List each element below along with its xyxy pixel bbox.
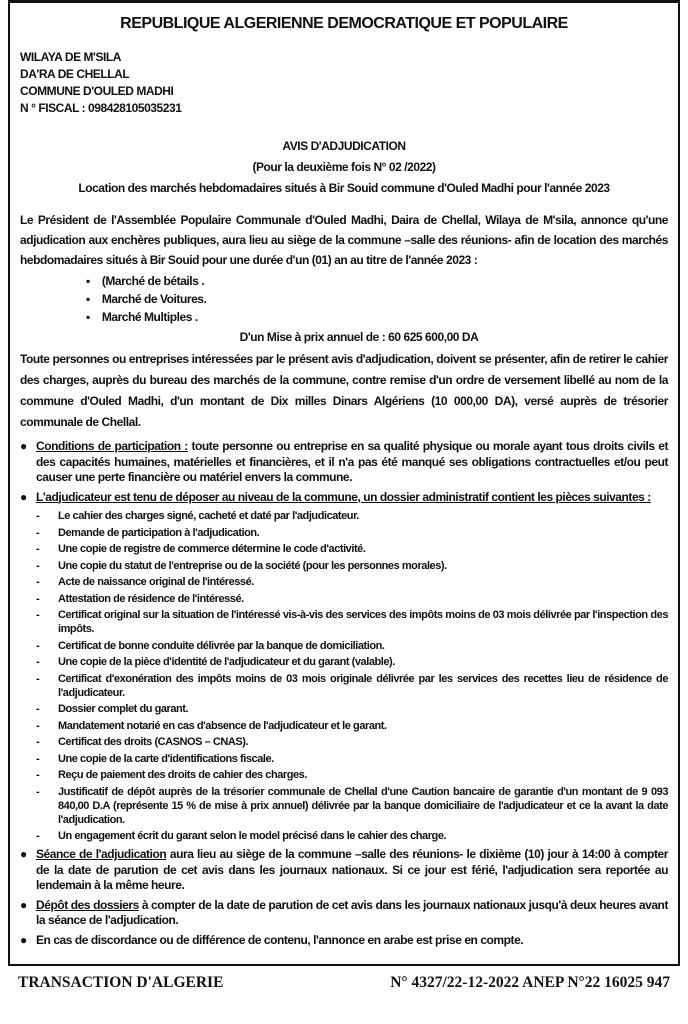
bullet-icon: ● (20, 932, 27, 947)
list-item: - Le cahier des charges signé, cacheté et daté par l'adjudicateur. (36, 509, 668, 523)
footer-reference: N° 4327/22-12-2022 ANEP N°22 16025 947 (390, 974, 670, 991)
list-item: - Dossier complet du garant. (36, 702, 668, 716)
participation-conditions (20, 439, 668, 486)
list-item: - Attestation de résidence de l'intéressé. (36, 592, 668, 606)
discordance-text: En cas de discordance ou de différence de contenu, l'annonce en arabe est prise en compte. (36, 932, 524, 947)
list-item: - Reçu de paiement des droits de cahier des charges. (36, 768, 668, 782)
seance-item (20, 847, 668, 894)
notice-border (8, 0, 680, 966)
notice-subheading: (Pour la deuxième fois N° 02 /2022) (252, 160, 436, 174)
bullet-icon: ● (20, 847, 27, 861)
commune: COMMUNE D'OULED MADHI (20, 84, 174, 98)
notice-object: Location des marchés hebdomadaires situés à Bir Souid commune d'Ouled Madhi pour l'année 2023 (78, 181, 610, 195)
discordance-item (20, 933, 668, 949)
participation-text: toute personne ou entreprise en sa qualité physique ou morale ayant tous droits civils et des capacités humaines, matérielles et financières, et il n'a pas été manqué ses obligations contractuelles et/ou peut causer une perte financière ou matériel envers la commune. (36, 439, 668, 484)
mise-a-prix: D'un Mise à prix annuel de : 60 625 600,00 DA (239, 330, 479, 344)
list-item: - Justificatif de dépôt auprès de la trésorier communale de Chellal d'une Caution bancaire de garantie d'un montant de 9 093 840,00 D.A (représente 15 % de mise à prix annuel) délivrée par la banque domiciliaire de l'adjudicateur et ce la avant la date l'adjudication. (36, 785, 668, 827)
bullet-icon: ● (20, 489, 27, 504)
daira: DA'RA DE CHELLAL (20, 67, 130, 81)
document-title: REPUBLIQUE ALGERIENNE DEMOCRATIQUE ET POPULAIRE (120, 15, 568, 32)
depot-item (20, 898, 668, 929)
wilaya: WILAYA DE M'SILA (20, 50, 121, 64)
list-item: ▪ Marché de Voitures. (86, 290, 668, 308)
issuer-block (20, 49, 668, 117)
list-item: - Certificat de bonne conduite délivrée par la banque de domiciliation. (36, 639, 668, 653)
list-item: - Une copie de la pièce d'identité de l'adjudicateur et du garant (valable). (36, 655, 668, 669)
list-item: - Un engagement écrit du garant selon le model précisé dans le cahier des charge. (36, 829, 668, 843)
dossier-heading: L'adjudicateur est tenu de déposer au niveau de la commune, un dossier administratif contient les pièces suivantes : (36, 489, 651, 504)
intro-paragraph: Le Président de l'Assemblée Populaire Communale d'Ouled Madhi, Daira de Chellal, Wilaya de M'sila, annonce qu'une adjudication aux enchères publiques, aura lieu au siège de la commune –salle des réunions- afin de location des marchés hebdomadaires situés à Bir Souid pour une durée d'un (01) an au titre de l'année 2023 : (20, 213, 668, 267)
fiscal-number: N ° FISCAL : 098428105035231 (20, 101, 182, 115)
bullet-icon: ● (20, 897, 27, 912)
list-item: ▪ (Marché de bétails . (86, 272, 668, 290)
markets-list (86, 272, 668, 326)
list-item: - Certificat original sur la situation de l'intéressé vis-à-vis des services des impôts moins de 03 mois délivrée par l'inspection des impôts. (36, 608, 668, 636)
list-item: - Certificat d'exonération des impôts moins de 03 mois originale délivrée par les services des recettes lieu de résidence de l'adjudicateur. (36, 672, 668, 700)
list-item: - Certificat des droits (CASNOS – CNAS). (36, 735, 668, 749)
dossier-items-list (36, 509, 668, 843)
list-item: - Une copie du statut de l'entreprise ou de la société (pour les personnes morales). (36, 559, 668, 573)
notice-heading: AVIS D'ADJUDICATION (282, 139, 406, 153)
seance-text: aura lieu au siège de la commune –salle des réunions- le dixième (10) jour à 14:00 à compter de la date de parution de cet avis dans les journaux nationaux. Si ce jour est férié, l'adjudication sera reportée au lendemain à la même heure. (36, 847, 668, 892)
dossier-heading-item (20, 490, 668, 506)
list-item: - Acte de naissance original de l'intéressé. (36, 575, 668, 589)
list-item: - Mandatement notarié en cas d'absence de l'adjudicateur et le garant. (36, 719, 668, 733)
list-item: - Demande de participation à l'adjudication. (36, 526, 668, 540)
depot-label: Dépôt des dossiers (36, 897, 139, 912)
participation-label: Conditions de participation : (36, 439, 188, 453)
bullet-icon: ● (20, 439, 27, 453)
footer (0, 966, 688, 992)
depot-text: à compter de la date de parution de cet avis dans les journaux nationaux jusqu'à deux heures avant la séance de l'adjudication. (36, 897, 668, 927)
cahier-paragraph: Toute personnes ou entreprises intéressées par le présent avis d'adjudication, doivent se présenter, afin de retirer le cahier des charges, auprès du bureau des marchés de la commune, contre remise d'un ordre de versement libellé au nom de la commune d'Ouled Madhi, d'un montant de Dix milles Dinars Algériens (10 000,00 DA), versé auprès de trésorier communale de Chellal. (20, 352, 668, 429)
list-item: - Une copie de la carte d'identifications fiscale. (36, 752, 668, 766)
list-item: ▪ Marché Multiples . (86, 308, 668, 326)
footer-publisher: TRANSACTION D'ALGERIE (18, 974, 224, 991)
seance-label: Séance de l'adjudication (36, 847, 167, 861)
list-item: - Une copie de registre de commerce détermine le code d'activité. (36, 542, 668, 556)
